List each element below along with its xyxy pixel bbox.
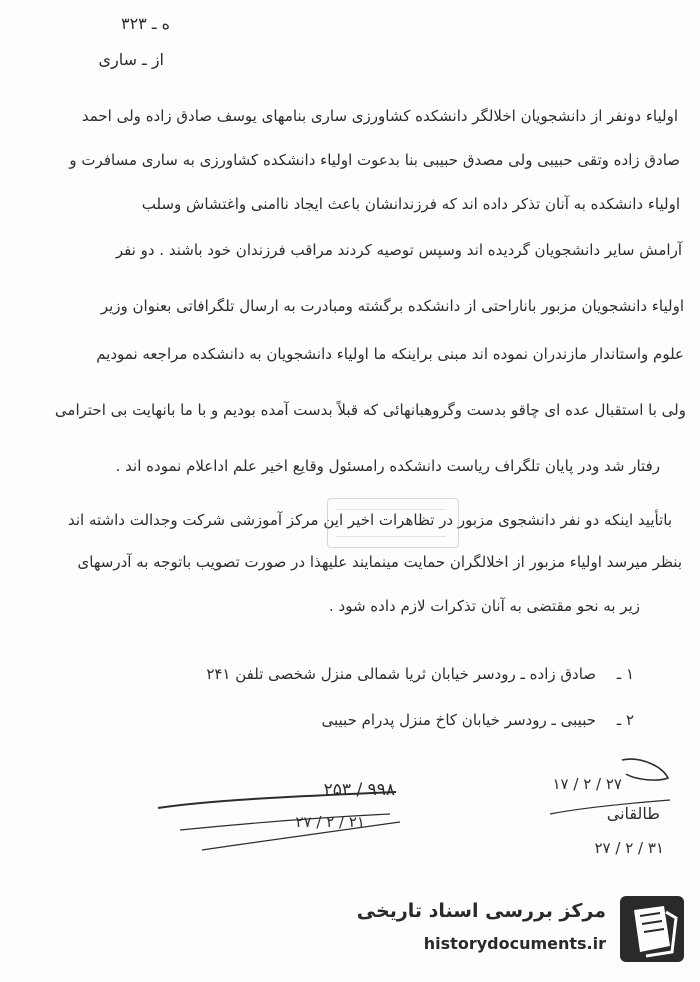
body-line: آرامش سایر دانشجویان گردیده اند وسپس توصیه کردند مراقب فرزندان خود باشند . دو نفر bbox=[115, 241, 682, 259]
address-index: ۱ ـ bbox=[616, 665, 634, 683]
body-line: بنظر میرسد اولیاء مزبور از اخلالگران حمایت مینمایند علیهذا در صورت تصویب باتوجه به آدرسهای bbox=[77, 553, 682, 571]
address-index: ۲ ـ bbox=[616, 711, 634, 729]
body-line: علوم واستاندار مازندران نموده اند مبنی براینکه ما اولیاء دانشجویان به دانشکده مراجعه نمودیم bbox=[96, 345, 684, 363]
footer-title: مرکز بررسی اسناد تاریخی bbox=[356, 900, 606, 922]
document-archive-icon bbox=[616, 892, 688, 966]
body-line: اولیاء دانشجویان مزبور باناراحتی از دانشکده برگشته ومبادرت به ارسال تلگرافاتی بعنوان وزیر bbox=[100, 297, 684, 315]
footer-branding bbox=[356, 890, 688, 968]
faint-stamp bbox=[327, 498, 459, 548]
reference-number: ه ـ ۳۲۳ bbox=[120, 14, 170, 33]
address-item: حبیبی ـ رودسر خیابان کاخ منزل پدرام حبیبی bbox=[321, 711, 596, 729]
body-line: ولی با استقبال عده ای چاقو بدست وگروهبانهائی که قبلاً بدست آمده بودیم و با ما بانهایت بی احترامی bbox=[54, 401, 686, 419]
body-line: زیر به نحو مقتضی به آنان تذکرات لازم داده شود . bbox=[329, 597, 640, 615]
footer-url: historydocuments.ir bbox=[423, 934, 606, 953]
address-item: صادق زاده ـ رودسر خیابان ثریا شمالی منزل شخصی تلفن ۲۴۱ bbox=[206, 665, 596, 683]
body-line: باتأیید اینکه دو نفر دانشجوی مزبور در تظاهرات اخیر این مرکز آموزشی شرکت وجدالت داشته اند bbox=[67, 511, 672, 529]
body-line: رفتار شد ودر پایان تلگراف ریاست دانشکده رامسئول وقایع اخیر علم اداعلام نموده اند . bbox=[115, 457, 660, 475]
right-date-bottom: ۳۱ / ۲ / ۲۷ bbox=[594, 839, 664, 857]
body-line: اولیاء دونفر از دانشجویان اخلالگر دانشکده کشاورزی ساری بنامهای یوسف صادق زاده ولی احمد bbox=[81, 107, 678, 125]
from-line: از ـ ساری bbox=[98, 50, 164, 69]
left-number: ۹۹۸ / ۲۵۳ bbox=[323, 780, 395, 800]
left-date: ۲۱ / ۲ / ۲۷ bbox=[295, 813, 365, 831]
right-date-top: ۲۷ / ۲ / ۱۷ bbox=[552, 775, 622, 793]
body-line: صادق زاده وتقی حبیبی ولی مصدق حبیبی بنا بدعوت اولیاء دانشکده کشاورزی به ساری مسافرت و bbox=[69, 151, 680, 169]
body-line: اولیاء دانشکده به آنان تذکر داده اند که فرزندانشان باعث ایجاد ناامنی واغتشاش وسلب bbox=[141, 195, 680, 213]
right-signatory-name: طالقانی bbox=[606, 804, 660, 823]
